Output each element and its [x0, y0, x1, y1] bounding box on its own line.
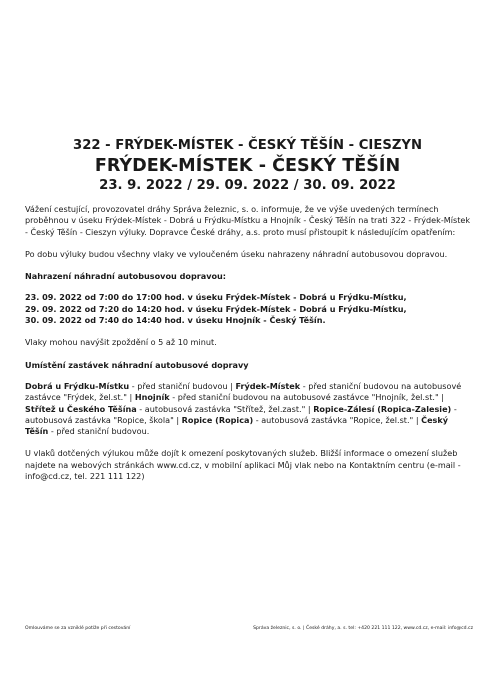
intro-paragraph: Vážení cestující, provozovatel dráhy Správa železnic, s. o. informuje, že ve výše uvedených termínech proběhnou v úseku Frýdek-Místek - Dobrá u Frýdku-Místku a Hnojník - Český Těšín na trati 322 - Frýdek-Místek - Český Těšín - Cieszyn výluky. Dopravce České dráhy, a.s. proto musí přistoupit k následujícím opatřením:	[25, 204, 471, 237]
stop-desc: - autobusová zastávka "Ropice, škola" |	[25, 403, 457, 425]
info-paragraph: U vlaků dotčených výlukou může dojít k omezení poskytovaných služeb. Bližší informace o omezení služeb najdete na webových stránkách www.cd.cz, v mobilní aplikaci Můj vlak nebo na Kontaktním centru (e-mail - info@cd.cz, tel. 221 111 122)	[25, 448, 461, 482]
delay-paragraph: Vlaky mohou navýšit zpoždění o 5 až 10 minut.	[25, 337, 217, 348]
date-line: 29. 09. 2022 od 7:20 do 14:20 hod. v úseku Frýdek-Místek - Dobrá u Frýdku-Místku,	[25, 303, 407, 314]
stop-name: Český Těšín	[25, 414, 449, 437]
stop-name: Frýdek-Místek	[235, 380, 301, 391]
stop-name: Hnojník	[134, 392, 170, 403]
stop-name: Střítež u Českého Těšína	[25, 403, 137, 414]
stop-desc: - autobusová zastávka "Střítež, žel.zast." |	[136, 403, 314, 414]
footer-apology: Omlouváme se za vzniklé potíže při cestování	[25, 626, 131, 631]
dates-list	[25, 292, 473, 326]
stop-name: Ropice-Zálesí (Ropica-Zalesie)	[313, 403, 452, 414]
date-line: 23. 09. 2022 od 7:00 do 17:00 hod. v úseku Frýdek-Místek - Dobrá u Frýdku-Místku,	[25, 292, 407, 303]
stops-paragraph	[25, 381, 473, 437]
stop-name: Dobrá u Frýdku-Místku	[25, 380, 130, 391]
notice-header	[0, 137, 495, 195]
route-title: 322 - FRÝDEK-MÍSTEK - ČESKÝ TĚŠÍN - CIESZYN	[73, 138, 422, 153]
replacement-heading: Nahrazení náhradní autobusovou dopravou:	[25, 271, 227, 282]
stop-desc: - před staniční budovou na autobusové zastávce "Frýdek, žel.st." |	[25, 380, 462, 403]
stop-desc: - autobusová zastávka "Ropice, žel.st." |	[253, 414, 422, 425]
stop-desc: - před staniční budovou |	[129, 380, 236, 391]
section-title: FRÝDEK-MÍSTEK - ČESKÝ TĚŠÍN	[94, 156, 401, 176]
stops-heading: Umístění zastávek náhradní autobusové dopravy	[25, 359, 249, 370]
bus-replacement-paragraph: Po dobu výluky budou všechny vlaky ve vyloučeném úseku nahrazeny náhradní autobusovou dopravou.	[25, 248, 448, 259]
stop-desc: - před staniční budovou.	[48, 426, 150, 437]
stop-desc: - před staniční budovou na autobusové zastávce "Hnojník, žel.st." |	[169, 392, 444, 403]
notice-body	[25, 204, 473, 482]
dates-title: 23. 9. 2022 / 29. 09. 2022 / 30. 09. 2022	[99, 178, 396, 193]
date-line: 30. 09. 2022 od 7:40 do 14:40 hod. v úseku Hnojník - Český Těšín.	[25, 315, 326, 326]
stop-name: Ropice (Ropica)	[181, 414, 254, 425]
footer-contact: Správa železnic, s. o. | České dráhy, a. s. tel: +420 221 111 122, www.cd.cz, e-mail: info@cd.cz	[253, 626, 473, 631]
